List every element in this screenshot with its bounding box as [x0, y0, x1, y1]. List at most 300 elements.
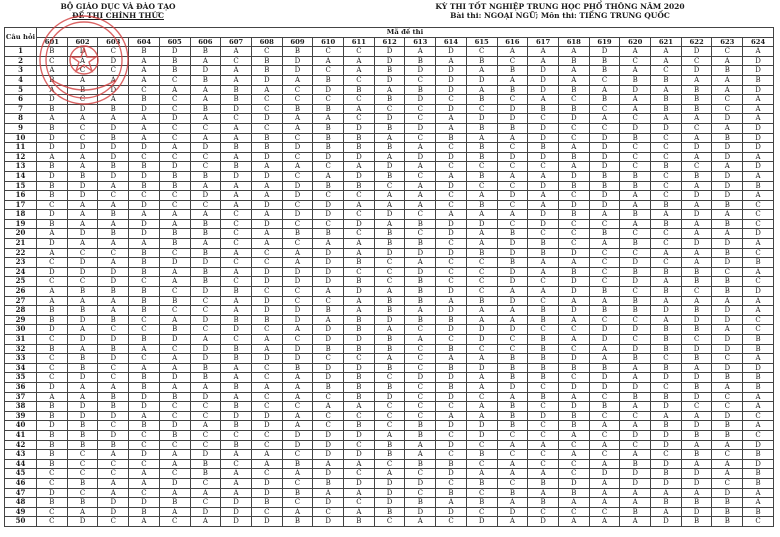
table-row	[5, 440, 774, 450]
answer-cell: D	[620, 277, 651, 287]
answer-cell: B	[344, 373, 375, 383]
answer-cell: C	[159, 95, 190, 105]
answer-cell: D	[251, 306, 282, 316]
answer-cell: A	[712, 440, 743, 450]
table-row	[5, 171, 774, 181]
answer-cell: A	[129, 478, 160, 488]
answer-cell: B	[528, 306, 559, 316]
answer-cell: A	[651, 488, 682, 498]
answer-cell: D	[37, 382, 68, 392]
answer-cell: C	[405, 133, 436, 143]
answer-cell: A	[589, 114, 620, 124]
answer-cell: A	[98, 200, 129, 210]
answer-cell: C	[190, 440, 221, 450]
answer-cell: B	[651, 104, 682, 114]
answer-cell: A	[374, 219, 405, 229]
answer-cell: C	[313, 162, 344, 172]
answer-cell: A	[344, 66, 375, 76]
answer-cell: B	[129, 507, 160, 517]
answer-cell: C	[374, 402, 405, 412]
answer-cell: B	[159, 56, 190, 66]
answer-cell: A	[497, 517, 528, 527]
answer-cell: B	[743, 382, 774, 392]
answer-cell: D	[436, 229, 467, 239]
answer-cell: A	[712, 210, 743, 220]
answer-cell: D	[589, 373, 620, 383]
answer-cell: D	[743, 85, 774, 95]
answer-cell: C	[558, 133, 589, 143]
answer-cell: C	[37, 335, 68, 345]
answer-cell: A	[344, 488, 375, 498]
answer-cell: B	[344, 325, 375, 335]
answer-cell: A	[466, 210, 497, 220]
answer-cell: C	[282, 152, 313, 162]
answer-cell: B	[67, 440, 98, 450]
answer-cell: D	[743, 143, 774, 153]
answer-cell: D	[466, 517, 497, 527]
exam-codes-row	[5, 37, 774, 47]
answer-cell: C	[436, 258, 467, 268]
answer-cell: A	[681, 258, 712, 268]
answer-cell: D	[129, 200, 160, 210]
exam-code-header: 622	[681, 37, 712, 47]
answer-cell: D	[436, 469, 467, 479]
answer-cell: B	[651, 95, 682, 105]
answer-cell: C	[712, 95, 743, 105]
answer-cell: C	[251, 469, 282, 479]
answer-cell: B	[374, 95, 405, 105]
answer-cell: A	[589, 498, 620, 508]
answer-cell: B	[589, 363, 620, 373]
answer-cell: B	[37, 498, 68, 508]
answer-cell: D	[589, 325, 620, 335]
table-row	[5, 382, 774, 392]
answer-cell: D	[67, 411, 98, 421]
answer-cell: A	[374, 354, 405, 364]
answer-cell: B	[37, 219, 68, 229]
answer-cell: A	[589, 354, 620, 364]
answer-cell: A	[528, 440, 559, 450]
answer-cell: D	[344, 219, 375, 229]
answer-cell: A	[98, 219, 129, 229]
answer-cell: A	[558, 143, 589, 153]
answer-cell: A	[67, 382, 98, 392]
answer-cell: A	[466, 85, 497, 95]
exam-code-header: 611	[344, 37, 375, 47]
answer-cell: D	[282, 306, 313, 316]
answer-cell: C	[251, 104, 282, 114]
answer-cell: A	[712, 469, 743, 479]
answer-cell: C	[436, 267, 467, 277]
answer-cell: B	[712, 517, 743, 527]
answer-cell: C	[651, 143, 682, 153]
answer-cell: C	[159, 133, 190, 143]
question-number: 22	[5, 248, 37, 258]
answer-cell: B	[129, 47, 160, 57]
table-header-row	[5, 28, 774, 38]
answer-cell: C	[251, 430, 282, 440]
answer-cell: A	[221, 123, 252, 133]
answer-cell: C	[159, 191, 190, 201]
answer-cell: B	[528, 143, 559, 153]
answer-cell: A	[497, 75, 528, 85]
table-row	[5, 143, 774, 153]
answer-cell: B	[497, 402, 528, 412]
answer-cell: A	[681, 296, 712, 306]
answer-cell: C	[313, 219, 344, 229]
answer-cell: B	[37, 430, 68, 440]
answer-cell: C	[497, 200, 528, 210]
answer-cell: D	[37, 488, 68, 498]
exam-code-header: 605	[159, 37, 190, 47]
answer-cell: A	[558, 498, 589, 508]
answer-cell: B	[712, 498, 743, 508]
answer-cell: A	[67, 392, 98, 402]
answer-cell: D	[681, 478, 712, 488]
answer-cell: B	[190, 248, 221, 258]
answer-cell: D	[282, 267, 313, 277]
answer-cell: A	[558, 66, 589, 76]
answer-cell: B	[374, 440, 405, 450]
answer-rows	[5, 47, 774, 527]
answer-cell: D	[313, 363, 344, 373]
answer-cell: D	[251, 421, 282, 431]
answer-cell: A	[466, 373, 497, 383]
answer-cell: B	[98, 229, 129, 239]
question-number: 39	[5, 411, 37, 421]
answer-cell: B	[98, 392, 129, 402]
answer-cell: A	[589, 488, 620, 498]
answer-cell: A	[651, 296, 682, 306]
answer-cell: D	[712, 152, 743, 162]
answer-cell: B	[37, 411, 68, 421]
answer-cell: C	[190, 306, 221, 316]
answer-cell: C	[558, 219, 589, 229]
answer-cell: D	[37, 325, 68, 335]
answer-cell: B	[313, 344, 344, 354]
answer-cell: A	[620, 488, 651, 498]
answer-cell: B	[681, 430, 712, 440]
answer-cell: D	[528, 517, 559, 527]
answer-cell: A	[743, 421, 774, 431]
answer-cell: C	[98, 191, 129, 201]
answer-cell: D	[436, 248, 467, 258]
answer-cell: B	[344, 344, 375, 354]
answer-cell: A	[313, 56, 344, 66]
answer-cell: B	[558, 421, 589, 431]
answer-cell: C	[528, 162, 559, 172]
answer-cell: B	[712, 133, 743, 143]
answer-cell: B	[129, 335, 160, 345]
table-row	[5, 239, 774, 249]
answer-cell: B	[159, 392, 190, 402]
answer-cell: A	[159, 354, 190, 364]
table-row	[5, 66, 774, 76]
table-row	[5, 85, 774, 95]
table-row	[5, 200, 774, 210]
answer-cell: A	[466, 133, 497, 143]
answer-cell: A	[67, 75, 98, 85]
answer-cell: C	[344, 75, 375, 85]
answer-cell: D	[251, 296, 282, 306]
answer-cell: D	[589, 469, 620, 479]
answer-cell: A	[98, 478, 129, 488]
answer-cell: C	[528, 229, 559, 239]
answer-cell: A	[558, 430, 589, 440]
table-row	[5, 517, 774, 527]
answer-cell: C	[374, 258, 405, 268]
answer-cell: B	[528, 392, 559, 402]
answer-cell: A	[436, 411, 467, 421]
answer-cell: C	[620, 114, 651, 124]
answer-cell: D	[436, 287, 467, 297]
table-row	[5, 114, 774, 124]
answer-cell: B	[251, 133, 282, 143]
answer-cell: A	[344, 248, 375, 258]
answer-cell: B	[436, 315, 467, 325]
answer-cell: A	[466, 306, 497, 316]
answer-cell: C	[98, 459, 129, 469]
answer-cell: D	[436, 152, 467, 162]
question-number: 49	[5, 507, 37, 517]
answer-cell: C	[620, 229, 651, 239]
answer-cell: D	[620, 382, 651, 392]
answer-cell: C	[651, 229, 682, 239]
answer-cell: C	[159, 75, 190, 85]
answer-cell: B	[405, 56, 436, 66]
answer-cell: B	[558, 488, 589, 498]
answer-cell: B	[374, 143, 405, 153]
answer-cell: C	[374, 459, 405, 469]
answer-cell: B	[251, 56, 282, 66]
answer-cell: D	[589, 152, 620, 162]
answer-cell: B	[466, 450, 497, 460]
answer-cell: A	[67, 296, 98, 306]
answer-cell: C	[190, 325, 221, 335]
table-row	[5, 229, 774, 239]
answer-cell: D	[681, 469, 712, 479]
answer-cell: A	[436, 296, 467, 306]
answer-cell: C	[681, 402, 712, 412]
answer-cell: D	[712, 143, 743, 153]
answer-cell: C	[313, 421, 344, 431]
answer-cell: C	[497, 335, 528, 345]
answer-cell: B	[190, 171, 221, 181]
answer-cell: B	[190, 104, 221, 114]
answer-cell: D	[436, 219, 467, 229]
answer-cell: B	[528, 335, 559, 345]
answer-cell: A	[497, 306, 528, 316]
answer-cell: C	[282, 478, 313, 488]
answer-cell: D	[98, 335, 129, 345]
answer-cell: D	[129, 402, 160, 412]
answer-cell: D	[98, 123, 129, 133]
answer-cell: C	[282, 287, 313, 297]
answer-cell: A	[98, 306, 129, 316]
answer-cell: C	[743, 325, 774, 335]
answer-cell: C	[528, 402, 559, 412]
answer-cell: D	[190, 507, 221, 517]
answer-cell: A	[282, 123, 313, 133]
answer-cell: A	[67, 162, 98, 172]
answer-cell: A	[374, 325, 405, 335]
answer-cell: D	[313, 258, 344, 268]
answer-cell: A	[344, 306, 375, 316]
table-row	[5, 287, 774, 297]
answer-cell: D	[589, 335, 620, 345]
question-number: 9	[5, 123, 37, 133]
answer-cell: B	[681, 517, 712, 527]
answer-cell: B	[497, 123, 528, 133]
answer-cell: C	[374, 373, 405, 383]
exam-code-header: 607	[221, 37, 252, 47]
answer-cell: A	[651, 114, 682, 124]
answer-cell: A	[743, 114, 774, 124]
answer-cell: D	[344, 335, 375, 345]
answer-cell: B	[651, 344, 682, 354]
answer-cell: D	[67, 267, 98, 277]
exam-code-header: 613	[405, 37, 436, 47]
exam-title-block	[410, 2, 710, 20]
answer-cell: C	[743, 248, 774, 258]
answer-cell: D	[37, 267, 68, 277]
answer-cell: D	[98, 85, 129, 95]
answer-cell: D	[67, 402, 98, 412]
answer-cell: A	[651, 47, 682, 57]
answer-cell: D	[344, 478, 375, 488]
answer-cell: C	[651, 181, 682, 191]
answer-cell: B	[497, 85, 528, 95]
answer-cell: D	[251, 478, 282, 488]
answer-cell: A	[221, 248, 252, 258]
answer-cell: D	[129, 219, 160, 229]
answer-cell: A	[558, 517, 589, 527]
answer-cell: D	[497, 191, 528, 201]
answer-cell: D	[466, 114, 497, 124]
answer-cell: C	[405, 354, 436, 364]
answer-cell: C	[651, 191, 682, 201]
answer-cell: B	[251, 143, 282, 153]
answer-cell: C	[282, 450, 313, 460]
answer-cell: B	[98, 210, 129, 220]
answer-cell: C	[98, 363, 129, 373]
exam-code-header: 612	[374, 37, 405, 47]
answer-cell: A	[528, 200, 559, 210]
answer-cell: B	[558, 363, 589, 373]
answer-cell: B	[405, 430, 436, 440]
question-number: 37	[5, 392, 37, 402]
answer-cell: A	[159, 85, 190, 95]
answer-cell: A	[466, 469, 497, 479]
answer-cell: C	[282, 95, 313, 105]
question-number: 2	[5, 56, 37, 66]
answer-cell: A	[221, 469, 252, 479]
answer-cell: B	[221, 344, 252, 354]
answer-cell: A	[558, 162, 589, 172]
answer-cell: C	[313, 296, 344, 306]
answer-cell: D	[282, 440, 313, 450]
answer-cell: C	[743, 315, 774, 325]
answer-cell: A	[98, 114, 129, 124]
answer-cell: D	[712, 306, 743, 316]
answer-cell: D	[405, 248, 436, 258]
answer-cell: C	[159, 123, 190, 133]
answer-cell: B	[497, 229, 528, 239]
answer-cell: A	[620, 373, 651, 383]
answer-cell: C	[190, 152, 221, 162]
answer-cell: A	[98, 450, 129, 460]
answer-cell: B	[159, 296, 190, 306]
answer-cell: B	[98, 315, 129, 325]
answer-cell: D	[67, 517, 98, 527]
answer-cell: C	[620, 162, 651, 172]
answer-cell: C	[344, 210, 375, 220]
answer-cell: C	[344, 498, 375, 508]
answer-cell: D	[405, 267, 436, 277]
answer-cell: B	[190, 219, 221, 229]
table-row	[5, 335, 774, 345]
answer-cell: A	[190, 517, 221, 527]
answer-cell: D	[282, 210, 313, 220]
answer-cell: A	[620, 95, 651, 105]
answer-cell: C	[620, 143, 651, 153]
answer-cell: A	[129, 469, 160, 479]
answer-cell: D	[98, 171, 129, 181]
answer-cell: D	[129, 229, 160, 239]
answer-cell: A	[497, 287, 528, 297]
answer-cell: D	[620, 430, 651, 440]
answer-cell: A	[282, 258, 313, 268]
answer-cell: D	[190, 191, 221, 201]
exam-code-header: 621	[651, 37, 682, 47]
answer-cell: C	[466, 459, 497, 469]
answer-cell: A	[221, 75, 252, 85]
answer-cell: D	[221, 104, 252, 114]
answer-cell: B	[620, 171, 651, 181]
answer-cell: B	[558, 267, 589, 277]
answer-cell: D	[620, 258, 651, 268]
answer-cell: C	[344, 411, 375, 421]
answer-cell: B	[620, 392, 651, 402]
table-row	[5, 354, 774, 364]
answer-cell: B	[190, 75, 221, 85]
answer-cell: B	[374, 229, 405, 239]
answer-cell: D	[436, 306, 467, 316]
answer-cell: B	[436, 488, 467, 498]
answer-cell: C	[466, 488, 497, 498]
answer-cell: A	[129, 239, 160, 249]
answer-cell: B	[620, 306, 651, 316]
answer-cell: A	[374, 200, 405, 210]
answer-cell: D	[651, 517, 682, 527]
answer-cell: B	[374, 382, 405, 392]
answer-cell: A	[221, 181, 252, 191]
answer-cell: C	[129, 325, 160, 335]
answer-cell: D	[221, 498, 252, 508]
answer-cell: A	[466, 402, 497, 412]
answer-cell: A	[620, 191, 651, 201]
answer-cell: D	[313, 152, 344, 162]
answer-cell: D	[436, 421, 467, 431]
answer-cell: C	[129, 191, 160, 201]
answer-cell: D	[344, 123, 375, 133]
answer-cell: C	[405, 325, 436, 335]
answer-cell: A	[221, 152, 252, 162]
answer-cell: C	[374, 181, 405, 191]
answer-cell: B	[497, 373, 528, 383]
table-row	[5, 315, 774, 325]
answer-cell: B	[344, 258, 375, 268]
